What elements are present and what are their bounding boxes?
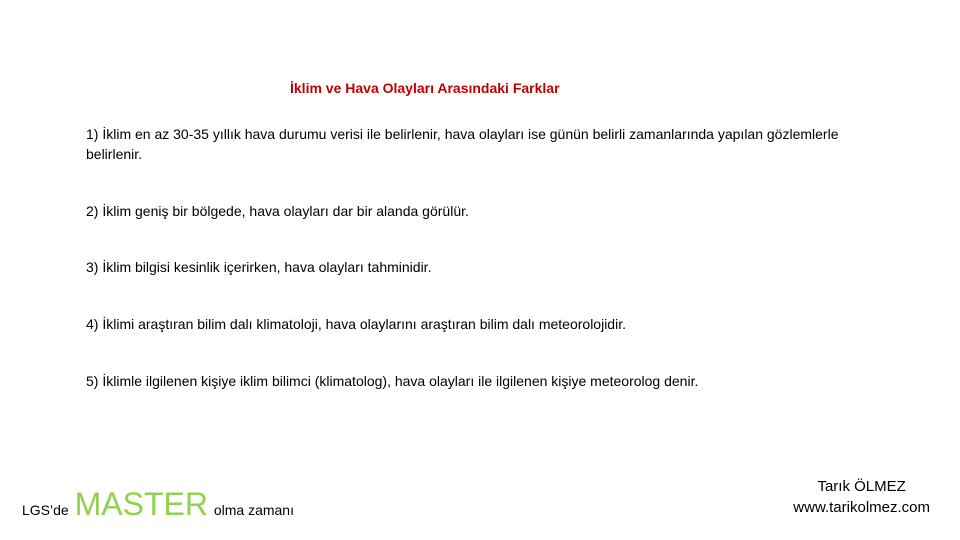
footer-credit	[793, 476, 930, 518]
author-name: Tarık ÖLMEZ	[817, 478, 906, 495]
slogan-suffix: olma zamanı	[213, 502, 294, 518]
list-item: 2) İklim geniş bir bölgede, hava olayları dar bir alanda görülür.	[86, 203, 469, 219]
list-item: 4) İklimi araştıran bilim dalı klimatoloji, hava olaylarını araştıran bilim dalı meteorolojidir.	[86, 316, 626, 332]
list-item: 1) İklim en az 30-35 yıllık hava durumu verisi ile belirlenir, hava olayları ise günün belirli zamanlarında yapılan gözlemlerle belirlenir.	[86, 126, 839, 162]
list-item: 5) İklimle ilgilenen kişiye iklim bilimci (klimatolog), hava olayları ile ilgilenen kişiye meteorolog denir.	[86, 373, 699, 389]
website-link[interactable]: www.tarikolmez.com	[793, 499, 930, 516]
difference-list	[86, 124, 846, 391]
slogan-master: MASTER	[74, 486, 208, 522]
slogan-prefix: LGS’de	[22, 502, 69, 518]
footer-slogan	[22, 488, 294, 520]
list-item: 3) İklim bilgisi kesinlik içerirken, hava olayları tahminidir.	[86, 259, 432, 275]
slide-title: İklim ve Hava Olayları Arasındaki Farklar	[290, 80, 560, 96]
